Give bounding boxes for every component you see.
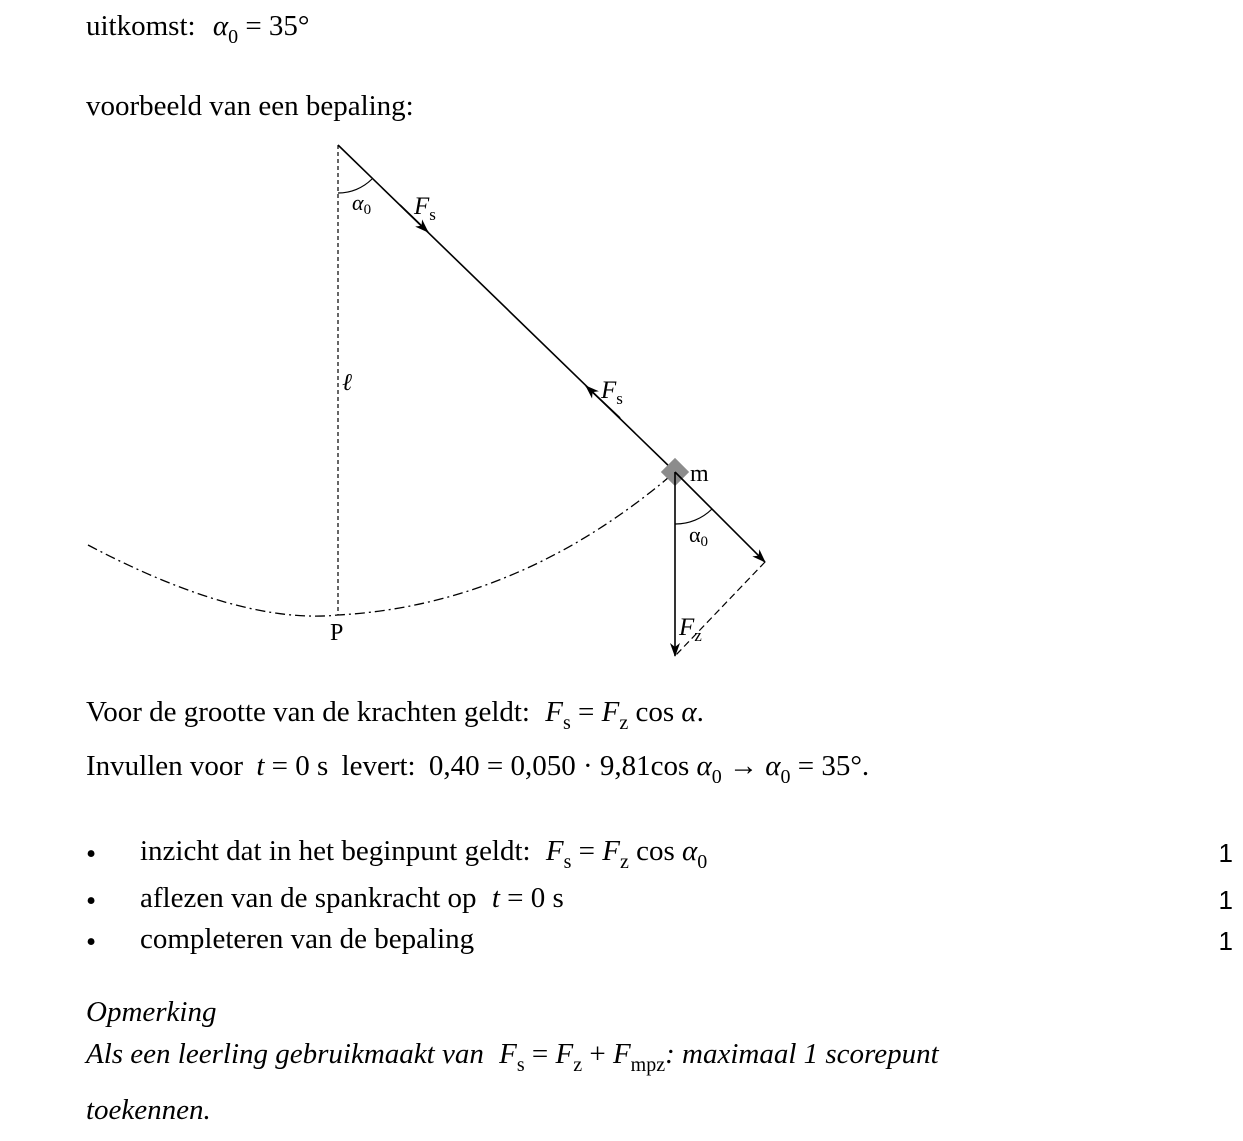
formula2-t: t <box>256 750 265 782</box>
formula1-eq: = <box>570 696 602 728</box>
fz-label: $F_z$ <box>679 614 702 645</box>
remark-f1-sub: s <box>516 1054 525 1076</box>
fs-mid-label: $F_s$ <box>601 377 623 408</box>
remark-title: Opmerking <box>86 996 217 1028</box>
bullet-1-symbol: • <box>86 838 97 870</box>
bullet-1-eq: = <box>571 835 603 867</box>
bullet-2-text <box>140 884 564 913</box>
result-label: uitkomst: <box>86 10 196 42</box>
bullet-1-f1-sub: s <box>563 851 572 873</box>
remark-f3: F <box>612 1038 631 1070</box>
formula2-expr: 0,40 = 0,050 · 9,81cos <box>428 750 697 782</box>
result-alpha: α <box>212 10 229 42</box>
formula1-end: . <box>696 696 704 728</box>
bullet-3-text: completeren van de bepaling <box>140 923 475 955</box>
bullet-1-score: 1 <box>1218 838 1233 868</box>
component-dashed-line <box>675 562 765 656</box>
remark-line1-a: Als een leerling gebruikmaakt van <box>86 1038 484 1070</box>
formula1-cos: cos <box>628 696 682 728</box>
formula1-alpha: α <box>681 696 697 728</box>
bullet-1-cos: cos <box>628 835 683 867</box>
bullet-1-f1: F <box>545 835 564 867</box>
bullet-1-alpha-sub: 0 <box>697 851 708 873</box>
remark-line-2: toekennen. <box>86 1094 211 1126</box>
fs-top-label: $F_s$ <box>414 193 436 224</box>
point-p-label: P <box>330 620 344 646</box>
formula-line-2 <box>86 752 869 787</box>
length-label: ℓ <box>342 370 352 396</box>
remark-f1: F <box>499 1038 517 1070</box>
formula2-result: = 35°. <box>790 750 870 782</box>
remark-eq: = <box>524 1038 556 1070</box>
formula2-t-rest: = 0 s <box>264 750 329 782</box>
bullet-2-score: 1 <box>1218 885 1233 915</box>
formula1-f1-sub: s <box>562 712 571 734</box>
bullet-1-label: inzicht dat in het beginpunt geldt: <box>140 835 531 867</box>
remark-line1-b: : maximaal 1 scorepunt <box>665 1038 939 1070</box>
bullet-1-alpha: α <box>682 835 698 867</box>
alpha-bottom-label: α0 <box>689 522 709 550</box>
fz-component-arrow <box>675 472 765 562</box>
result-value: = 35° <box>245 10 310 42</box>
example-heading: voorbeeld van een bepaling: <box>86 90 414 122</box>
result-alpha-sub: 0 <box>228 26 239 48</box>
alpha-top-label: α0 <box>352 190 372 218</box>
remark-f2: F <box>555 1038 574 1070</box>
formula2-text2: levert: <box>341 750 416 782</box>
formula2-sub2: 0 <box>780 766 791 788</box>
remark-line-1 <box>86 1040 939 1075</box>
formula2-alpha1: α <box>696 750 712 782</box>
mass-label: m <box>690 461 709 487</box>
bullet-1-f2-sub: z <box>619 851 629 873</box>
formula2-arrow: → <box>721 750 766 782</box>
formula1-f2: F <box>601 696 620 728</box>
formula2-sub1: 0 <box>711 766 722 788</box>
bullet-2-symbol: • <box>86 885 97 917</box>
bullet-2-t: t <box>491 882 500 914</box>
formula2-alpha2: α <box>765 750 781 782</box>
bullet-3-symbol: • <box>86 926 97 958</box>
pendulum-string <box>338 145 675 472</box>
bullet-2-label: aflezen van de spankracht op <box>140 882 477 914</box>
formula1-f1: F <box>545 696 563 728</box>
remark-f2-sub: z <box>573 1054 583 1076</box>
formula-line-1 <box>86 698 704 733</box>
formula1-f2-sub: z <box>619 712 629 734</box>
bullet-3-score: 1 <box>1218 926 1233 956</box>
bullet-1-text <box>140 837 707 872</box>
formula1-text: Voor de grootte van de krachten geldt: <box>86 696 530 728</box>
pendulum-path-arc <box>88 472 675 616</box>
remark-plus: + <box>582 1038 613 1070</box>
formula2-text1: Invullen voor <box>86 750 244 782</box>
bullet-1-f2: F <box>602 835 620 867</box>
bullet-2-t-rest: = 0 s <box>499 882 564 914</box>
remark-f3-sub: mpz <box>630 1054 666 1076</box>
